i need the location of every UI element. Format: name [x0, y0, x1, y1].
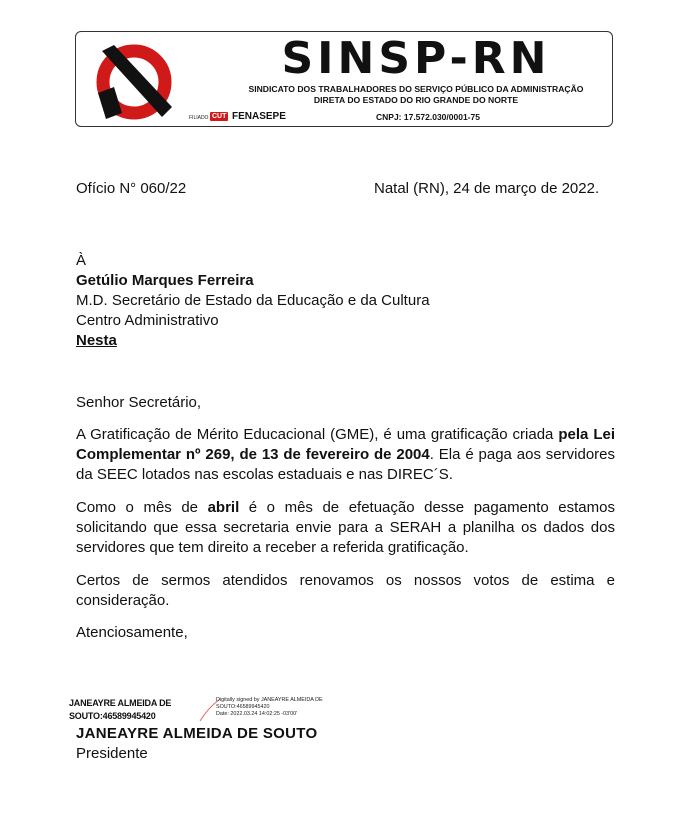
- paragraph-2-month: abril: [207, 499, 240, 516]
- paragraph-3: Certos de sermos atendidos renovamos os nossos votos de estima e consideração.: [76, 572, 615, 609]
- org-full-line1: SINDICATO DOS TRABALHADORES DO SERVIÇO PÚBLICO DA ADMINISTRAÇÃO: [248, 84, 584, 94]
- org-full-name: [226, 84, 606, 106]
- cut-badge: CUT: [212, 113, 227, 120]
- nesta-label: Nesta: [76, 332, 117, 349]
- digital-signature-info: [216, 697, 323, 718]
- paragraph-1: [76, 425, 615, 485]
- paragraph-2-text-a: Como o mês de: [76, 499, 208, 516]
- signer-line2: SOUTO:46589945420: [69, 711, 156, 721]
- recipient-place: Centro Administrativo: [76, 312, 219, 329]
- salutation: Senhor Secretário,: [76, 394, 202, 411]
- recipient-title: M.D. Secretário de Estado da Educação e da Cultura: [76, 292, 430, 309]
- signer-line1: JANEAYRE ALMEIDA DE: [69, 698, 172, 708]
- digital-signer-name: [69, 697, 171, 723]
- paragraph-1-law: pela Lei Complementar nº 269, de 13 de fevereiro de 2004: [76, 426, 615, 463]
- paragraph-2: [76, 498, 615, 558]
- signer-name: JANEAYRE ALMEIDA DE SOUTO: [76, 725, 318, 742]
- digital-line1: Digitally signed by JANEAYRE ALMEIDA DE: [216, 697, 323, 703]
- signer-role: Presidente: [76, 745, 148, 762]
- closing: Atenciosamente,: [76, 624, 188, 641]
- digital-line2: SOUTO:46589945420: [216, 704, 270, 710]
- letterhead: [75, 31, 613, 127]
- place-date: Natal (RN), 24 de março de 2022.: [374, 180, 600, 197]
- cnpj: CNPJ: 17.572.030/0001-75: [376, 112, 480, 122]
- paragraph-1-text-a: A Gratificação de Mérito Educacional (GME), é uma gratificação criada: [76, 426, 559, 443]
- recipient-name: Getúlio Marques Ferreira: [76, 272, 254, 289]
- fenasepe-label: FENASEPE: [232, 111, 286, 122]
- digital-line3: Date: 2022.03.24 14:02:25 -03'00': [216, 711, 298, 717]
- paragraph-2-text-b: é o mês de efetuação desse pagamento estamos solicitando que essa secretaria envie para a SERAH a planilha os dados dos servidores que tem direito a receber a referida gratificação.: [76, 499, 615, 556]
- union-logo-icon: [92, 41, 180, 125]
- paragraph-1-text-b: . Ela é paga aos servidores da SEEC lotados nas escolas estaduais e nas DIREC´S.: [76, 446, 615, 483]
- org-full-line2: DIRETA DO ESTADO DO RIO GRANDE DO NORTE: [313, 95, 519, 105]
- to-label: À: [76, 252, 87, 269]
- filiado-label: FILIADO: [189, 115, 209, 121]
- org-name: SINSP-RN: [281, 33, 551, 84]
- oficio-number: Ofício N° 060/22: [76, 180, 187, 197]
